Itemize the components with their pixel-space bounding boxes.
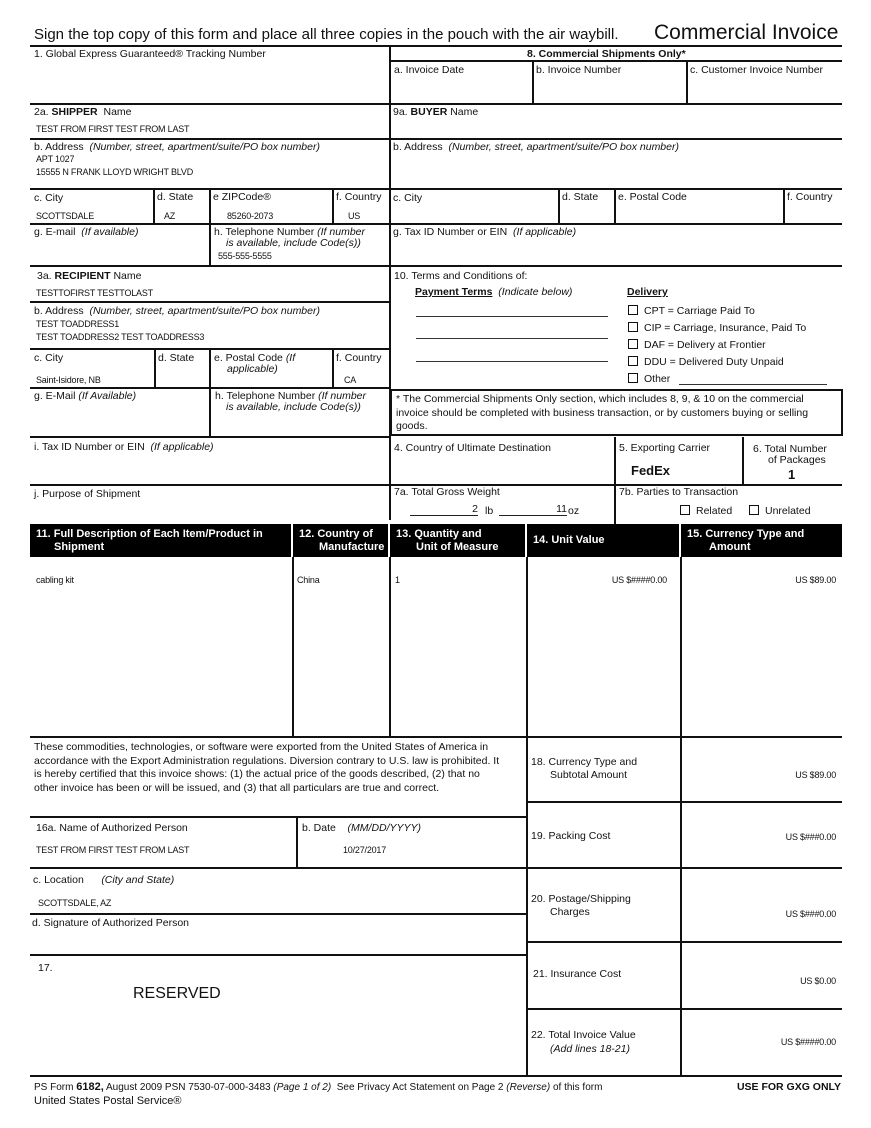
divider bbox=[209, 349, 211, 437]
divider bbox=[532, 60, 534, 104]
total-packages-label-1: 6. Total Number bbox=[753, 443, 827, 455]
postal-hint: (If bbox=[285, 352, 296, 364]
total-packages-value[interactable]: 1 bbox=[788, 467, 796, 482]
shipper-address-line1[interactable]: APT 1027 bbox=[36, 154, 75, 164]
related-label: Related bbox=[696, 505, 733, 517]
recipient-country-label: f. Country bbox=[336, 352, 382, 364]
authorized-name-value[interactable]: TEST FROM FIRST TEST FROM LAST bbox=[36, 845, 190, 855]
divider bbox=[390, 60, 842, 62]
delivery-option-ddu[interactable] bbox=[628, 356, 784, 368]
phone-label-text: h. Telephone Number bbox=[215, 390, 316, 402]
recipient-name-label bbox=[37, 270, 141, 282]
checkbox-icon[interactable] bbox=[628, 322, 638, 332]
authorized-name-label: 16a. Name of Authorized Person bbox=[36, 822, 188, 834]
recipient-heading: RECIPIENT bbox=[54, 270, 111, 282]
item-quantity[interactable]: 1 bbox=[395, 575, 400, 585]
shipper-state-label: d. State bbox=[157, 191, 194, 203]
invoice-date-label: a. Invoice Date bbox=[394, 64, 465, 76]
tracking-number-field[interactable] bbox=[34, 62, 384, 100]
payment-terms-hint: (Indicate below) bbox=[498, 286, 573, 298]
lb-unit: lb bbox=[485, 505, 494, 517]
gross-weight-oz-field[interactable] bbox=[499, 503, 567, 516]
header-line: Manufacture bbox=[319, 541, 385, 553]
invoice-date-field[interactable] bbox=[392, 78, 530, 102]
top-rule bbox=[30, 45, 842, 47]
divider bbox=[30, 301, 389, 303]
divider bbox=[30, 913, 527, 915]
purpose-of-shipment-label: j. Purpose of Shipment bbox=[34, 488, 141, 500]
header-line: 11. Full Description of Each Item/Product in bbox=[36, 528, 263, 540]
shipper-city-value[interactable]: SCOTTSDALE bbox=[36, 211, 95, 221]
buyer-country-label: f. Country bbox=[787, 191, 833, 203]
taxid-label-text: g. Tax ID Number or EIN bbox=[393, 226, 508, 238]
shipper-email-label bbox=[34, 226, 138, 238]
shipper-heading: SHIPPER bbox=[51, 106, 98, 118]
shipper-phone-value[interactable]: 555-555-5555 bbox=[218, 251, 272, 261]
subtotal-label-1: 18. Currency Type and bbox=[531, 756, 638, 768]
recipient-taxid-label bbox=[34, 441, 214, 453]
checkbox-icon[interactable] bbox=[749, 505, 759, 515]
address-hint: (Number, street, apartment/suite/PO box number) bbox=[448, 141, 679, 153]
taxid-hint: (If applicable) bbox=[513, 226, 577, 238]
shipper-prefix: 2a. bbox=[34, 106, 49, 118]
signature-label: d. Signature of Authorized Person bbox=[32, 917, 190, 929]
divider bbox=[527, 941, 842, 943]
address-hint: (Number, street, apartment/suite/PO box number) bbox=[89, 305, 320, 317]
address-hint: (Number, street, apartment/suite/PO box number) bbox=[89, 141, 320, 153]
recipient-address-line1[interactable]: TEST TOADDRESS1 bbox=[36, 319, 120, 329]
divider bbox=[30, 867, 527, 869]
commercial-shipments-title: 8. Commercial Shipments Only* bbox=[527, 48, 686, 60]
delivery-option-label: CPT = Carriage Paid To bbox=[644, 305, 755, 317]
date-value[interactable]: 10/27/2017 bbox=[343, 845, 387, 855]
insurance-cost-label: 21. Insurance Cost bbox=[533, 968, 622, 980]
gross-weight-lb-field[interactable] bbox=[410, 503, 478, 516]
phone-label-text: h. Telephone Number bbox=[214, 226, 315, 238]
taxid-hint: (If applicable) bbox=[150, 441, 214, 453]
postage-value[interactable]: US $###0.00 bbox=[785, 909, 836, 919]
recipient-phone-hint-2: is available, include Code(s)) bbox=[226, 401, 361, 413]
payment-terms-label bbox=[415, 286, 572, 298]
delivery-other-line[interactable] bbox=[679, 384, 827, 385]
recipient-name-suffix: Name bbox=[113, 270, 142, 282]
recipient-postal-hint-2: applicable) bbox=[227, 363, 278, 375]
delivery-option-other[interactable] bbox=[628, 373, 670, 385]
center-divider bbox=[389, 45, 391, 520]
total-invoice-value[interactable]: US $####0.00 bbox=[780, 1037, 836, 1047]
divider bbox=[30, 103, 842, 105]
date-label bbox=[302, 822, 421, 834]
subtotal-label-2: Subtotal Amount bbox=[550, 769, 628, 781]
checkbox-icon[interactable] bbox=[628, 305, 638, 315]
divider bbox=[30, 265, 842, 267]
buyer-name-field[interactable] bbox=[392, 120, 840, 136]
header-line: Amount bbox=[709, 541, 751, 553]
delivery-option-label: DDU = Delivered Duty Unpaid bbox=[644, 356, 784, 368]
form-rest: August 2009 PSN 7530-07-000-3483 bbox=[106, 1082, 271, 1093]
divider bbox=[783, 189, 785, 223]
shipper-phone-hint-2: is available, include Code(s)) bbox=[226, 237, 361, 249]
tracking-number-label: 1. Global Express Guaranteed® Tracking Number bbox=[34, 48, 266, 60]
signature-field[interactable] bbox=[32, 931, 522, 953]
address-label-text: b. Address bbox=[34, 141, 84, 153]
delivery-option-label: Other bbox=[644, 373, 671, 385]
location-label-text: c. Location bbox=[33, 874, 84, 886]
divider bbox=[153, 189, 155, 223]
total-packages-label-2: of Packages bbox=[768, 454, 826, 466]
divider bbox=[614, 189, 616, 223]
delivery-option-cip[interactable] bbox=[628, 322, 806, 334]
certification-text: These commodities, technologies, or software were exported from the United States of America in accordance with the Export Administration regulations. Diversion contrary to U.S. law is prohibited. It is hereby certified that this invoice shows: (1) the actual price of the goods described, (2) that no other invoice has been or will be issued, and (3) that all particulars are true and correct. bbox=[34, 741, 500, 794]
email-label-text: g. E-mail bbox=[34, 226, 76, 238]
form-title: Commercial Invoice bbox=[654, 21, 839, 44]
location-hint: (City and State) bbox=[101, 874, 175, 886]
header-line: 14. Unit Value bbox=[533, 534, 605, 546]
divider bbox=[30, 138, 842, 140]
recipient-email-label bbox=[34, 390, 136, 402]
shipper-address-label bbox=[34, 141, 320, 153]
payment-terms-line-2[interactable] bbox=[416, 338, 608, 339]
divider bbox=[30, 223, 842, 225]
shipper-address-line2[interactable]: 15555 N FRANK LLOYD WRIGHT BLVD bbox=[36, 167, 194, 177]
form-prefix: PS Form bbox=[34, 1082, 74, 1093]
related-option[interactable] bbox=[680, 505, 732, 517]
buyer-city-label: c. City bbox=[393, 192, 423, 204]
divider bbox=[154, 349, 156, 387]
shipper-country-label: f. Country bbox=[336, 191, 382, 203]
divider bbox=[527, 1008, 842, 1010]
oz-unit: oz bbox=[568, 505, 580, 517]
email-hint: (If Available) bbox=[78, 390, 137, 402]
delivery-heading: Delivery bbox=[627, 286, 668, 298]
buyer-prefix: 9a. bbox=[393, 106, 408, 118]
buyer-state-label: d. State bbox=[562, 191, 599, 203]
buyer-taxid-label bbox=[393, 226, 576, 238]
subtotal-value[interactable]: US $89.00 bbox=[795, 770, 836, 780]
privacy-reverse: (Reverse) bbox=[506, 1082, 551, 1093]
buyer-name-suffix: Name bbox=[450, 106, 479, 118]
shipper-country-value[interactable]: US bbox=[348, 211, 361, 221]
shipper-name-label bbox=[34, 106, 132, 118]
delivery-option-daf[interactable] bbox=[628, 339, 766, 351]
commercial-note-box bbox=[390, 389, 843, 436]
address-label-text: b. Address bbox=[34, 305, 84, 317]
item-description[interactable]: cabling kit bbox=[36, 575, 74, 585]
divider bbox=[527, 867, 842, 869]
divider bbox=[296, 817, 298, 868]
divider bbox=[332, 189, 334, 223]
delivery-option-label: DAF = Delivery at Frontier bbox=[644, 339, 766, 351]
postage-label-1: 20. Postage/Shipping bbox=[531, 893, 631, 905]
destination-country-label: 4. Country of Ultimate Destination bbox=[394, 442, 551, 454]
gross-weight-label: 7a. Total Gross Weight bbox=[394, 486, 500, 498]
postage-label-2: Charges bbox=[550, 906, 590, 918]
invoice-number-label: b. Invoice Number bbox=[536, 64, 622, 76]
header-line: Shipment bbox=[54, 541, 105, 553]
exporting-carrier-value[interactable]: FedEx bbox=[631, 463, 671, 478]
checkbox-icon[interactable] bbox=[628, 373, 638, 383]
unrelated-label: Unrelated bbox=[765, 505, 811, 517]
reserved-text: RESERVED bbox=[133, 985, 221, 1002]
insurance-cost-value[interactable]: US $0.00 bbox=[800, 976, 836, 986]
reserved-number: 17. bbox=[38, 962, 53, 974]
weight-lb-value: 2 bbox=[472, 503, 478, 515]
header-quantity bbox=[390, 524, 525, 557]
header-line: 13. Quantity and bbox=[396, 528, 482, 540]
payment-terms-heading: Payment Terms bbox=[415, 286, 493, 298]
total-invoice-label-1: 22. Total Invoice Value bbox=[531, 1029, 636, 1041]
delivery-option-cpt[interactable] bbox=[628, 305, 755, 317]
item-country[interactable]: China bbox=[297, 575, 320, 585]
customer-invoice-number-field[interactable] bbox=[689, 78, 839, 102]
weight-oz-value: 11 bbox=[556, 503, 567, 515]
header-line: 15. Currency Type and bbox=[687, 528, 805, 540]
divider bbox=[30, 188, 842, 190]
bottom-rule bbox=[30, 1075, 842, 1077]
divider bbox=[30, 736, 842, 738]
buyer-heading: BUYER bbox=[410, 106, 448, 118]
shipper-zip-value[interactable]: 85260-2073 bbox=[227, 211, 274, 221]
recipient-city-value[interactable]: Saint-Isidore, NB bbox=[36, 375, 101, 385]
header-unit-value bbox=[527, 524, 679, 557]
invoice-number-field[interactable] bbox=[535, 78, 683, 102]
recipient-state-label: d. State bbox=[158, 352, 195, 364]
checkbox-icon[interactable] bbox=[628, 356, 638, 366]
phone-hint: (If number bbox=[317, 226, 365, 238]
divider bbox=[30, 436, 389, 438]
header-description bbox=[30, 524, 291, 557]
page-info: (Page 1 of 2) bbox=[273, 1082, 332, 1093]
buyer-address-field[interactable] bbox=[392, 155, 840, 185]
recipient-country-value[interactable]: CA bbox=[344, 375, 357, 385]
shipper-state-value[interactable]: AZ bbox=[164, 211, 176, 221]
customer-invoice-number-label: c. Customer Invoice Number bbox=[690, 64, 824, 76]
agency-name: United States Postal Service® bbox=[34, 1095, 182, 1107]
shipper-city-label: c. City bbox=[34, 192, 64, 204]
divider bbox=[209, 189, 211, 265]
privacy-text-end: of this form bbox=[552, 1082, 603, 1093]
divider bbox=[332, 349, 334, 387]
buyer-address-label bbox=[393, 141, 679, 153]
form-instruction: Sign the top copy of this form and place all three copies in the pouch with the air waybill. bbox=[34, 26, 619, 43]
address-label-text: b. Address bbox=[393, 141, 443, 153]
divider bbox=[30, 816, 527, 818]
phone-hint: (If number bbox=[318, 390, 366, 402]
divider bbox=[614, 437, 616, 524]
terms-title: 10. Terms and Conditions of: bbox=[394, 270, 528, 282]
recipient-address-line2[interactable]: TEST TOADDRESS2 TEST TOADDRESS3 bbox=[36, 332, 205, 342]
packing-cost-value[interactable]: US $###0.00 bbox=[785, 832, 836, 842]
item-unit-value[interactable]: US $####0.00 bbox=[611, 575, 667, 585]
divider bbox=[742, 437, 744, 485]
location-value[interactable]: SCOTTSDALE, AZ bbox=[38, 898, 112, 908]
payment-terms-line-3[interactable] bbox=[416, 361, 608, 362]
email-hint: (If available) bbox=[81, 226, 139, 238]
recipient-city-label: c. City bbox=[34, 352, 64, 364]
header-amount bbox=[681, 524, 842, 557]
email-label-text: g. E-Mail bbox=[34, 390, 76, 402]
delivery-option-label: CIP = Carriage, Insurance, Paid To bbox=[644, 322, 807, 334]
unrelated-option[interactable] bbox=[749, 505, 811, 517]
checkbox-icon[interactable] bbox=[680, 505, 690, 515]
checkbox-icon[interactable] bbox=[628, 339, 638, 349]
divider bbox=[527, 801, 842, 803]
divider bbox=[686, 60, 688, 104]
recipient-prefix: 3a. bbox=[37, 270, 52, 282]
divider bbox=[292, 557, 294, 737]
divider bbox=[680, 557, 682, 1075]
form-number: 6182, bbox=[76, 1081, 104, 1093]
parties-to-transaction-label: 7b. Parties to Transaction bbox=[619, 486, 739, 498]
total-invoice-label-2: (Add lines 18-21) bbox=[550, 1043, 630, 1055]
date-label-text: b. Date bbox=[302, 822, 336, 834]
commercial-note-text: * The Commercial Shipments Only section, which includes 8, 9, & 10 on the commercial invoice should be completed with business transaction, or by customers buying or selling goods. bbox=[396, 393, 809, 432]
taxid-label-text: i. Tax ID Number or EIN bbox=[34, 441, 145, 453]
header-country bbox=[293, 524, 388, 557]
location-label bbox=[33, 874, 174, 886]
payment-terms-line-1[interactable] bbox=[416, 316, 608, 317]
divider bbox=[389, 557, 391, 737]
item-amount[interactable]: US $89.00 bbox=[795, 575, 836, 585]
postal-label-text: e. Postal Code bbox=[214, 352, 283, 364]
privacy-text: See Privacy Act Statement on Page 2 bbox=[336, 1082, 504, 1093]
divider bbox=[558, 189, 560, 223]
recipient-name-value[interactable]: TESTTOFIRST TESTTOLAST bbox=[36, 288, 153, 298]
header-line: 12. Country of bbox=[299, 528, 373, 540]
shipper-name-value[interactable]: TEST FROM FIRST TEST FROM LAST bbox=[36, 124, 190, 134]
exporting-carrier-label: 5. Exporting Carrier bbox=[619, 442, 711, 454]
form-id-line bbox=[34, 1081, 602, 1093]
divider bbox=[30, 387, 389, 389]
buyer-name-label bbox=[393, 106, 478, 118]
buyer-postal-label: e. Postal Code bbox=[618, 191, 687, 203]
date-hint: (MM/DD/YYYY) bbox=[347, 822, 422, 834]
header-line: Unit of Measure bbox=[416, 541, 499, 553]
gxg-only-notice: USE FOR GXG ONLY bbox=[736, 1081, 841, 1093]
divider bbox=[30, 954, 527, 956]
shipper-zip-label: e ZIPCode® bbox=[213, 191, 271, 203]
shipper-name-suffix: Name bbox=[103, 106, 132, 118]
packing-cost-label: 19. Packing Cost bbox=[531, 830, 611, 842]
recipient-address-label bbox=[34, 305, 320, 317]
